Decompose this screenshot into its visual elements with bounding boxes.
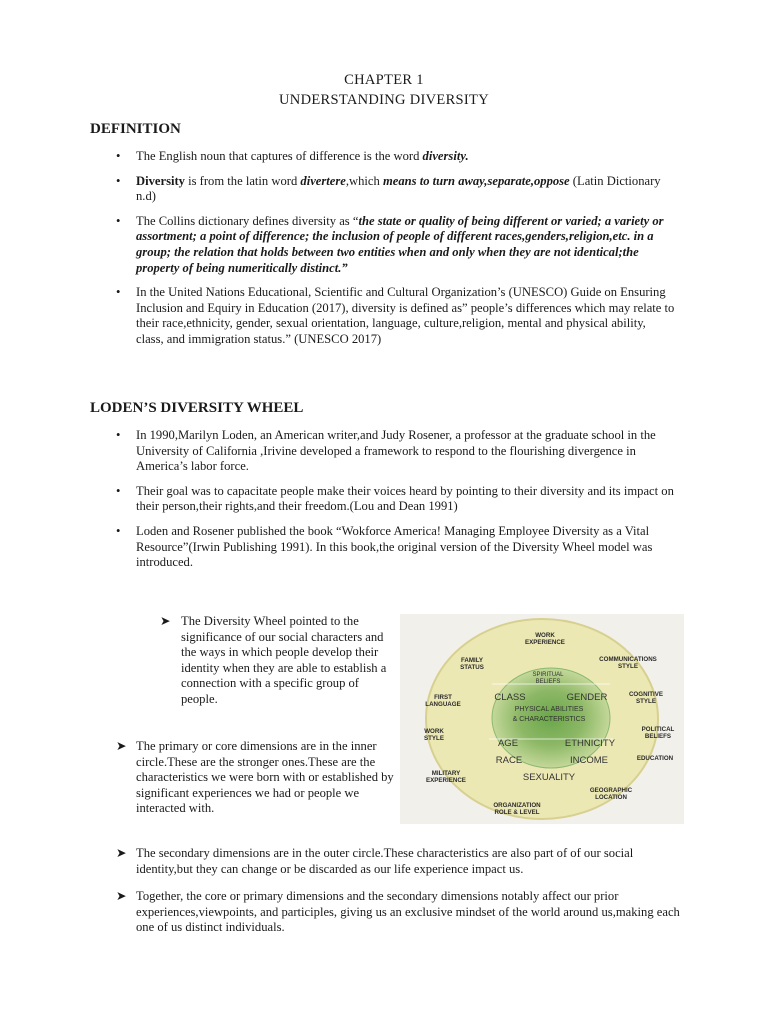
label-sexuality: SEXUALITY xyxy=(522,772,576,783)
label-class: CLASS xyxy=(494,692,526,703)
diversity-wheel-figure xyxy=(400,614,684,824)
definition-bullet-4: • In the United Nations Educational, Scientific and Cultural Organization’s (UNESCO) Guide on Ensuring Inclusion and Equiry in Education (2017), diversity is defined as” people’s differences which may relate to their race,ethnicity, gender, sexual orientation, language, culture,religion, mental and physical ability, class, and immigration status.” (UNESCO 2017) xyxy=(116,285,676,347)
label-first-language: FIRST LANGUAGE xyxy=(425,694,461,708)
loden-bullet-1: • In 1990,Marilyn Loden, an American writer,and Judy Rosener, a professor at the graduate school in the University of California ,Irivine developed a framework to respond to the flourishing divergence in America’s labor force. xyxy=(116,428,676,475)
arrow-item-2 xyxy=(116,739,394,817)
label-family-status: FAMILY STATUS xyxy=(460,657,484,671)
definition-heading: DEFINITION xyxy=(90,121,181,137)
arrow-item-4-text: Together, the core or primary dimensions and the secondary dimensions notably affect our prior experiences,viewpoints, and participles, giving us an exclusive mindset of the world around us,making each one of us distinct individuals. xyxy=(136,889,680,935)
arrow-item-3 xyxy=(116,846,686,877)
label-physical-abilities: PHYSICAL ABILITIES & CHARACTERISTICS xyxy=(512,706,586,723)
arrow-item-2-text: The primary or core dimensions are in the inner circle.These are the stronger ones.These are the characteristics we were born with or established by significant experiences we had or people we interacted with. xyxy=(136,739,394,816)
label-geographic-location: GEOGRAPHIC LOCATION xyxy=(589,787,633,801)
loden-bullet-3: • Loden and Rosener published the book “Wokforce America! Managing Employee Diversity as a Vital Resource”(Irwin Publishing 1991). In this book,the original version of the Diversity Wheel model was introduced. xyxy=(116,524,676,571)
arrow-bullet-icon: ➤ xyxy=(160,614,171,628)
chapter-title: UNDERSTANDING DIVERSITY xyxy=(279,92,489,108)
arrow-bullet-icon: ➤ xyxy=(116,889,127,903)
label-ethnicity: ETHNICITY xyxy=(564,738,616,749)
label-organization-role: ORGANIZATION ROLE & LEVEL xyxy=(493,802,541,816)
label-income: INCOME xyxy=(570,755,608,766)
label-cognitive-style: COGNITIVE STYLE xyxy=(628,691,664,705)
label-political-beliefs: POLITICAL BELIEFS xyxy=(641,726,675,740)
arrow-item-4 xyxy=(116,889,686,936)
definition-bullet-3: • The Collins dictionary defines diversity as “the state or quality of being different or varied; a variety or assortment; a point of difference; the inclusion of people of different races,genders,religion,etc. in a group; the relation that holds between two entities when and only when they are not identical;the property of being numeritically distinct.” xyxy=(116,214,676,276)
arrow-item-1-text: The Diversity Wheel pointed to the significance of our social characters and the ways in which people develop their identity when they are able to establish a connection with a specific group of people. xyxy=(181,614,387,706)
label-gender: GENDER xyxy=(566,692,608,703)
loden-list xyxy=(116,428,676,580)
label-age: AGE xyxy=(497,738,519,749)
definition-bullet-1: • The English noun that captures of difference is the word diversity. xyxy=(116,149,676,165)
label-education: EDUCATION xyxy=(636,755,674,762)
arrow-item-1 xyxy=(160,614,396,708)
loden-heading: LODEN’S DIVERSITY WHEEL xyxy=(90,400,304,416)
label-race: RACE xyxy=(495,755,523,766)
label-work-style: WORK STYLE xyxy=(424,728,444,742)
label-work-experience: WORK EXPERIENCE xyxy=(525,632,565,646)
loden-bullet-2: • Their goal was to capacitate people make their voices heard by pointing to their diversity and its impact on their person,their rights,and their freedom.(Lou and Dean 1991) xyxy=(116,484,676,515)
label-military-experience: MILITARY EXPERIENCE xyxy=(426,770,466,784)
definition-list xyxy=(116,149,676,357)
arrow-bullet-icon: ➤ xyxy=(116,846,127,860)
arrow-item-3-text: The secondary dimensions are in the outer circle.These characteristics are also part of of our social identity,but they can change or be discarded as our life experience impact us. xyxy=(136,846,634,876)
label-communications-style: COMMUNICATIONS STYLE xyxy=(599,656,657,670)
arrow-bullet-icon: ➤ xyxy=(116,739,127,753)
definition-bullet-2: • Diversity is from the latin word divertere,which means to turn away,separate,oppose (Latin Dictionary n.d) xyxy=(116,174,676,205)
label-spiritual-beliefs: SPIRITUAL BELIEFS xyxy=(532,672,564,685)
chapter-number: CHAPTER 1 xyxy=(344,72,424,88)
